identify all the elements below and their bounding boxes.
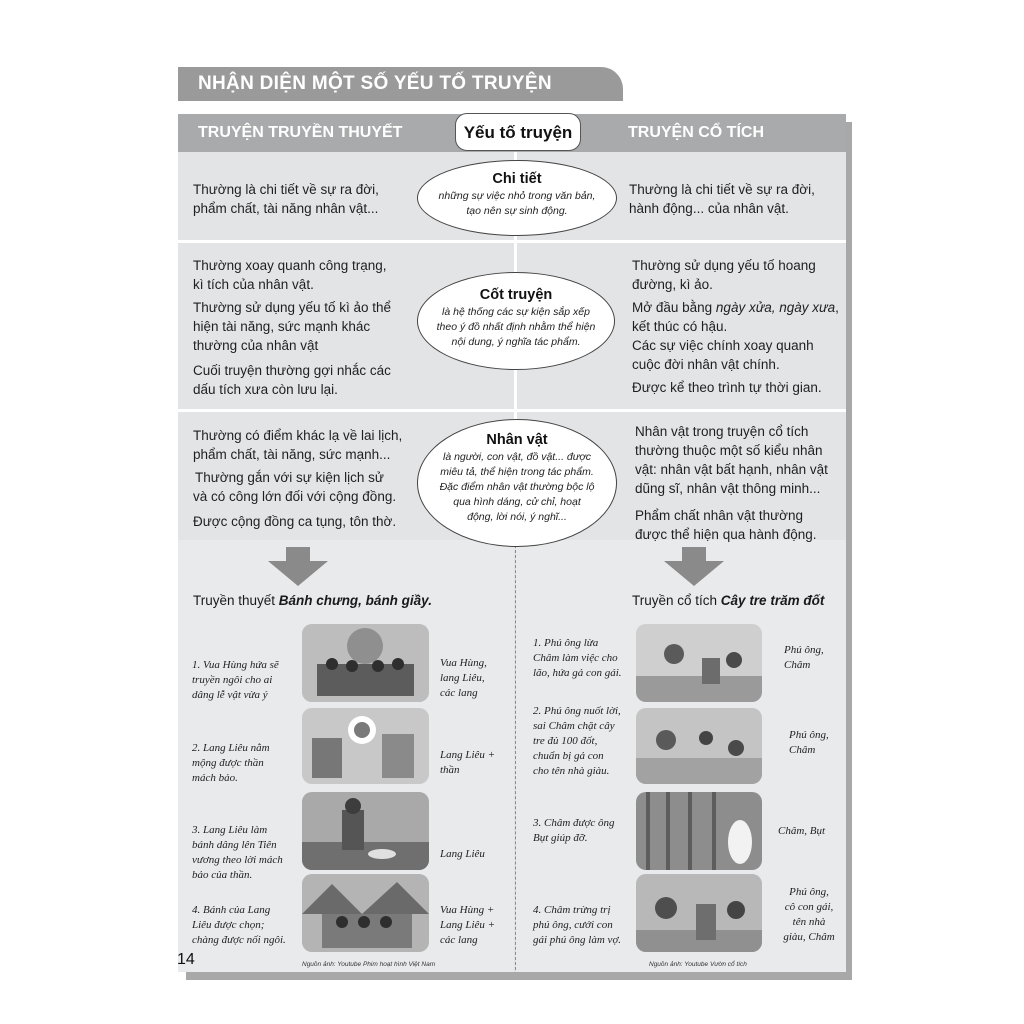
right-step-2-chars: Phú ông, Châm (789, 729, 829, 756)
column-divider (514, 368, 517, 410)
right-step-3-text: 3. Châm được ông Bụt giúp đỡ. (533, 817, 615, 844)
header-left: TRUYỆN TRUYỀN THUYẾT (198, 124, 403, 141)
left-step-4-chars: Vua Hùng + Lang Liêu + các lang (440, 904, 496, 946)
row2-left-text: Thường xoay quanh công trạng, kì tích của nhân vật. Thường sử dụng yếu tố kì ảo thể hiện tài năng, sức mạnh khác thường của nhân vật Cuối truyện thường gợi nhắc các dấu tích xưa còn lưu lại. (193, 258, 392, 397)
left-step-3-text: 3. Lang Liêu làm bánh dâng lên Tiên vương theo lời mách bảo của thần. (192, 824, 283, 881)
down-arrow-icon (662, 547, 726, 587)
right-step-3-image (636, 792, 762, 870)
right-step-3-chars: Châm, Bụt (778, 825, 826, 837)
page-title: NHẬN DIỆN MỘT SỐ YẾU TỐ TRUYỆN (178, 67, 623, 101)
right-step-1-image (636, 624, 762, 702)
row3-right-text: Nhân vật trong truyện cổ tích thường thuộc một số kiểu nhân vật: nhân vật bất hạnh, nhân vật dũng sĩ, nhân vật thông minh... Phẩm chất nhân vật thường được thể hiện qua hành động. (635, 424, 828, 542)
oval-detail: Chi tiết những sự việc nhỏ trong văn bản, tạo nên sự sinh động. (417, 160, 617, 236)
row1-right-text: Thường là chi tiết về sự ra đời, hành động... của nhân vật. (629, 182, 815, 216)
left-step-1-image (302, 624, 429, 702)
left-step-2-chars: Lang Liêu + thần (440, 749, 496, 776)
column-divider-dashed (515, 545, 516, 970)
left-image-source: Nguồn ảnh: Youtube Phim hoạt hình Việt Nam (302, 961, 436, 968)
page-number: 14 (177, 951, 195, 968)
right-step-4-text: 4. Châm trừng trị phú ông, cưới con gái phú ông làm vợ. (533, 904, 622, 946)
left-step-1-chars: Vua Hùng, lang Liêu, các lang (440, 657, 487, 699)
right-step-4-image (636, 874, 762, 952)
right-step-2-image (636, 708, 762, 784)
row1-left-text: Thường là chi tiết về sự ra đời, phẩm chất, tài năng nhân vật... (193, 182, 379, 216)
right-image-source: Nguồn ảnh: Youtube Vườn cổ tích (649, 961, 747, 968)
left-story-title: Truyền thuyết Bánh chưng, bánh giầy. (193, 593, 432, 608)
oval-plot: Cốt truyện là hệ thống các sự kiện sắp xếp theo ý đồ nhất định nhằm thể hiện nội dung, ý nghĩa tác phẩm. (417, 272, 615, 370)
down-arrow-icon (266, 547, 330, 587)
left-step-3-chars: Lang Liêu (440, 848, 485, 860)
left-step-3-image (302, 792, 429, 870)
left-step-4-text: 4. Bánh của Lang Liêu được chọn; chàng được nối ngôi. (192, 904, 286, 946)
right-step-1-text: 1. Phú ông lừa Châm làm việc cho lão, hứa gả con gái. (533, 637, 622, 679)
right-story-title: Truyền cổ tích Cây tre trăm đốt (632, 593, 825, 608)
oval-character: Nhân vật là người, con vật, đồ vật... được miêu tả, thể hiện trong tác phẩm. Đặc điểm nhân vật thường bộc lộ qua hình dáng, cử chỉ, hoạt động, lời nói, ý nghĩ... (417, 419, 617, 547)
header-center: Yếu tố truyện (455, 113, 581, 151)
row2-right-text: Thường sử dụng yếu tố hoang đường, kì ảo. Mở đầu bằng ngày xửa, ngày xưa, kết thúc có hậu. Các sự việc chính xoay quanh cuộc đời nhân vật chính. Được kể theo trình tự thời gian. (632, 258, 839, 395)
right-step-1-chars: Phú ông, Châm (784, 644, 824, 671)
left-step-2-text: 2. Lang Liêu nằm mộng được thần mách bảo. (192, 742, 270, 784)
left-step-4-image (302, 874, 429, 952)
left-step-2-image (302, 708, 429, 784)
row3-left-text: Thường có điểm khác lạ về lai lịch, phẩm chất, tài năng, sức mạnh... Thường gắn với sự kiện lịch sử và có công lớn đối với cộng đồng. Được cộng đồng ca tụng, tôn thờ. (193, 428, 403, 529)
right-step-2-text: 2. Phú ông nuốt lời, sai Châm chặt cây tre đủ 100 đốt, chuẩn bị gả con cho tên nhà giàu. (533, 705, 621, 777)
row-divider (178, 240, 846, 243)
left-step-1-text: 1. Vua Hùng hứa sẽ truyền ngôi cho ai dâng lễ vật vừa ý (192, 659, 279, 701)
row-divider (178, 409, 846, 412)
header-right: TRUYỆN CỔ TÍCH (628, 124, 764, 141)
right-step-4-chars: Phú ông, cô con gái, tên nhà giàu, Châm (783, 886, 835, 943)
